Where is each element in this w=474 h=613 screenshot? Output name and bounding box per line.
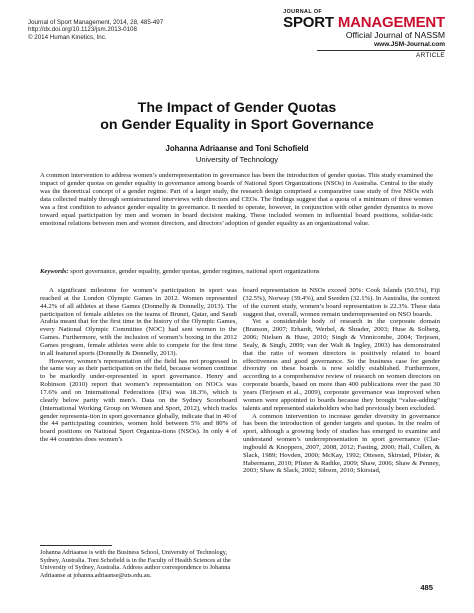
paragraph: Yet a considerable body of research in the corporate domain (Branson, 2007; Erhardt, Werbel, & Shrader, 2003; Huse & Solberg, 2006; Nielsen & Huse, 2010; Singh & Vinnicombe, 2004; Terjesen, Sealy, & Singh, 2009; van der Walt & Ingley, 2003) has demonstrated that the ratio of women directors is positively related to board effectiveness and good governance. So the business case for gender diversity on these boards is now solidly established. Furthermore, according to a comprehensive review of research on women directors on corporate boards, based on more than 400 publications over the past 30 years (Terjesen et al., 2009), corporate governance was improved when women were appointed to boards because they brought “value-adding” talents and represented stakeholders who had previously been excluded. bbox=[243, 318, 440, 412]
brand-url[interactable]: www.JSM-Journal.com bbox=[374, 41, 445, 48]
page-number: 485 bbox=[420, 583, 433, 592]
brand-official: Official Journal of NASSM bbox=[345, 30, 445, 40]
authors: Johanna Adriaanse and Toni Schofield bbox=[165, 144, 309, 153]
paragraph: A significant milestone for women’s participation in sport was reached at the London Olympic Games in 2012. Women represented 44.2% of all athletes at these Games (Donnelly & Donnelly, 2013). The participation of female athletes on the teams of Brunei, Qatar, and Saudi Arabia meant that for the first time in the history of the Olympic Games, every National Olympic Committee (NOC) had sent women to the Games. Furthermore, with the inclusion of women’s boxing in the 2012 Games program, female athletes were able to compete for the first time in all featured sports (Donnelly & Donnelly, 2013). bbox=[40, 287, 237, 357]
title-line-2: on Gender Equality in Sport Governance bbox=[100, 117, 374, 133]
keywords-text: sport governance, gender equality, gender quotas, gender regimes, national sport organizations bbox=[70, 268, 320, 275]
keywords bbox=[40, 268, 433, 276]
body-column-left bbox=[40, 287, 237, 444]
brand-management: MANAGEMENT bbox=[337, 14, 445, 31]
copyright-line: © 2014 Human Kinetics, Inc. bbox=[28, 33, 107, 41]
affiliation: University of Technology bbox=[195, 155, 279, 164]
journal-brand bbox=[283, 9, 445, 60]
abstract: A common intervention to address women’s underrepresentation in governance has been the introduction of gender quotas. This study examined the impact of gender quotas on gender equality in governance among boards of National Sport Organizations (NSOs) in Australia. Central to the study was the theoretical concept of a gender regime. Part of a larger study, the research design comprised a comparative case study of five NSOs with data collected mainly through semistructured interviews with directors and CEOs. The findings suggest that a quota of a minimum of three women was a first condition to advance gender equality in governance. It needed to operate, however, in conjunction with other gender dynamics to move toward equal participation by men and women in board decision making. These included women in influential board positions, solidar-istic emotional relations between men and women directors, and directors’ adoption of gender equality as an organizational value. bbox=[40, 172, 433, 227]
paragraph: However, women’s representation off the field has not progressed in the same way as their participation on the field, because women continue to be markedly under-represented in sport governance. Henry and Robinson (2010) report that women’s representation on NOCs was 17.6% and on International Federations (IFs) was 18.3%, which is clearly below parity with men’s. Data on the Sydney Scoreboard (International Working Group on Women and Sport, 2012), which tracks gender representa-tion in sport governance globally, indicate that in 40 of the 44 participating countries, women hold between 5% and 80% of board positions on National Sport Organiza-tions (NSOs). In only 4 of the 44 countries does women’s bbox=[40, 357, 237, 444]
brand-sport: SPORT bbox=[283, 14, 334, 31]
keywords-label: Keywords: bbox=[40, 268, 69, 275]
body-column-right bbox=[243, 287, 440, 475]
article-title bbox=[0, 100, 474, 134]
doi-line: http://dx.doi.org/10.1123/jsm.2013-0108 bbox=[28, 26, 137, 34]
author-footnote: Johanna Adriaanse is with the Business School, University of Technology, Sydney, Australia. Toni Schofield is in the Faculty of Health Sciences at the University of Sydney, Australia. Address author correspondence to Johanna Adriaanse at johanna.adriaanse@uts.edu.au. bbox=[40, 549, 231, 579]
article-type: ARTICLE bbox=[416, 52, 445, 59]
paragraph: board representation in NSOs exceed 30%: Cook Islands (50.5%), Fiji (32.5%), Norway (39.4%), and Sweden (32.1%). In Australia, the context of the current study, women’s board representation is 22.3%. These data suggest that, overall, women remain underrepresented on NSO boards. bbox=[243, 287, 440, 318]
journal-citation bbox=[28, 19, 163, 41]
title-line-1: The Impact of Gender Quotas bbox=[137, 100, 337, 116]
brand-journal-of: JOURNAL OF bbox=[283, 9, 323, 15]
brand-logo bbox=[283, 15, 445, 30]
footnote-divider bbox=[40, 545, 112, 546]
citation-line: Journal of Sport Management, 2014, 28, 485-497 bbox=[28, 19, 164, 26]
paragraph: A common intervention to increase gender diversity in governance has been the introduction of gender targets and quotas. In the realm of sport, although a growing body of studies has emerged to examine and understand women’s underrepresentation in sport governance (Clar-ingbould & Knoppers, 2007, 2008, 2012; Fasting, 2000; Hall, Cullen, & Slack, 1989; Hovden, 2000; McKay, 1992; Ottesen, Skirstad, Pfister, & Habermann, 2010; Pfister & Radtke, 2009; Shaw, 2006; Shaw & Penney, 2003; Shaw & Slack, 2002; Sibson, 2010; Skirstad, bbox=[243, 412, 440, 475]
